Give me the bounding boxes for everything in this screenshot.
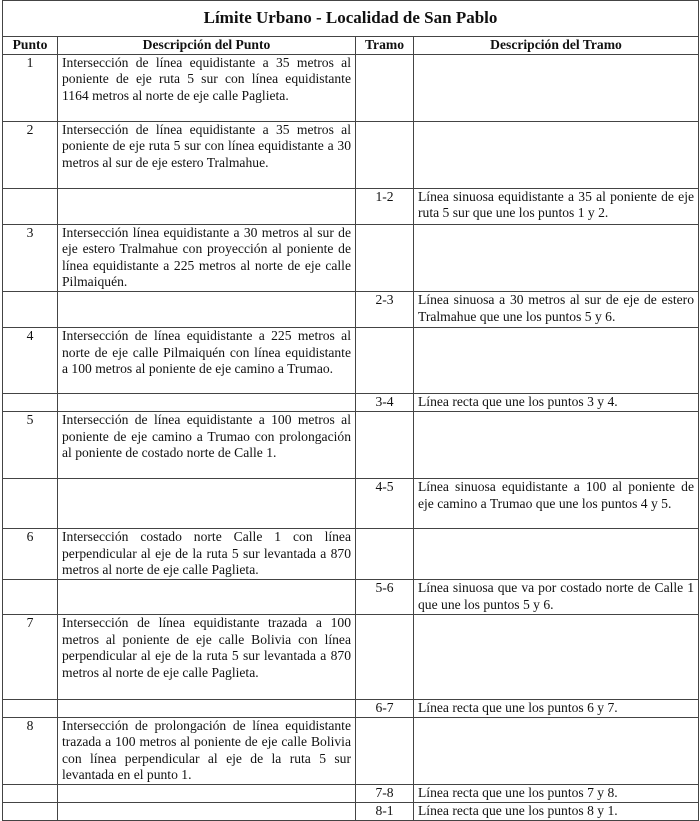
tramo-cell — [356, 327, 414, 393]
header-tramo: Tramo — [356, 37, 414, 55]
point-description-cell — [58, 188, 356, 224]
segment-description-cell: Línea recta que une los puntos 3 y 4. — [414, 393, 699, 411]
tramo-cell: 6-7 — [356, 699, 414, 717]
segment-description-cell: Línea sinuosa equidistante a 35 al poniente de eje ruta 5 sur que une los puntos 1 y 2. — [414, 188, 699, 224]
table-row — [3, 121, 699, 188]
punto-cell — [3, 802, 58, 820]
point-description-cell: Intersección de línea equidistante a 225 metros al norte de eje calle Pilmaiquén con línea equidistante a 100 metros al poniente de eje camino a Trumao. — [58, 327, 356, 393]
table-row — [3, 327, 699, 393]
tramo-cell — [356, 224, 414, 291]
header-descripcion-tramo: Descripción del Tramo — [414, 37, 699, 55]
tramo-cell — [356, 54, 414, 121]
punto-cell — [3, 478, 58, 528]
segment-description-cell: Línea sinuosa a 30 metros al sur de eje de estero Tralmahue que une los puntos 5 y 6. — [414, 291, 699, 327]
header-punto: Punto — [3, 37, 58, 55]
segment-description-cell — [414, 54, 699, 121]
table-row — [3, 478, 699, 528]
tramo-cell: 5-6 — [356, 579, 414, 614]
segment-description-cell — [414, 528, 699, 579]
tramo-cell — [356, 411, 414, 478]
point-description-cell — [58, 579, 356, 614]
tramo-cell: 7-8 — [356, 784, 414, 802]
punto-cell: 8 — [3, 717, 58, 784]
segment-description-cell: Línea sinuosa que va por costado norte de Calle 1 que une los puntos 5 y 6. — [414, 579, 699, 614]
point-description-cell — [58, 784, 356, 802]
punto-cell: 4 — [3, 327, 58, 393]
punto-cell — [3, 188, 58, 224]
point-description-cell — [58, 393, 356, 411]
point-description-cell: Intersección costado norte Calle 1 con línea perpendicular al eje de la ruta 5 sur levantada a 870 metros al norte de eje calle Paglieta. — [58, 528, 356, 579]
point-description-cell — [58, 291, 356, 327]
table-row — [3, 614, 699, 699]
segment-description-cell — [414, 327, 699, 393]
segment-description-cell: Línea recta que une los puntos 7 y 8. — [414, 784, 699, 802]
tramo-cell: 1-2 — [356, 188, 414, 224]
table-row — [3, 411, 699, 478]
point-description-cell: Intersección de línea equidistante trazada a 100 metros al poniente de eje calle Bolivia con línea perpendicular al eje de la ruta 5 sur levantada a 870 metros al norte de eje calle Paglieta. — [58, 614, 356, 699]
tramo-cell — [356, 614, 414, 699]
segment-description-cell — [414, 614, 699, 699]
punto-cell — [3, 291, 58, 327]
tramo-cell — [356, 528, 414, 579]
segment-description-cell — [414, 121, 699, 188]
tramo-cell — [356, 717, 414, 784]
segment-description-cell — [414, 411, 699, 478]
tramo-cell: 8-1 — [356, 802, 414, 820]
segment-description-cell — [414, 224, 699, 291]
punto-cell: 7 — [3, 614, 58, 699]
segment-description-cell: Línea recta que une los puntos 8 y 1. — [414, 802, 699, 820]
point-description-cell: Intersección línea equidistante a 30 metros al sur de eje estero Tralmahue con proyección al poniente de línea equidistante a 225 metros al norte de eje calle Pilmaiquén. — [58, 224, 356, 291]
punto-cell: 3 — [3, 224, 58, 291]
punto-cell: 2 — [3, 121, 58, 188]
punto-cell — [3, 784, 58, 802]
table-row — [3, 717, 699, 784]
punto-cell — [3, 699, 58, 717]
punto-cell — [3, 579, 58, 614]
punto-cell: 5 — [3, 411, 58, 478]
table-row — [3, 54, 699, 121]
boundary-table — [2, 0, 699, 821]
table-title: Límite Urbano - Localidad de San Pablo — [3, 1, 699, 37]
header-descripcion-punto: Descripción del Punto — [58, 37, 356, 55]
point-description-cell — [58, 478, 356, 528]
segment-description-cell — [414, 717, 699, 784]
tramo-cell: 3-4 — [356, 393, 414, 411]
tramo-cell: 2-3 — [356, 291, 414, 327]
punto-cell: 1 — [3, 54, 58, 121]
table-row — [3, 802, 699, 820]
point-description-cell: Intersección de línea equidistante a 35 metros al poniente de eje ruta 5 sur con línea equidistante a 30 metros al sur de eje estero Tralmahue. — [58, 121, 356, 188]
point-description-cell: Intersección de línea equidistante a 100 metros al poniente de eje camino a Trumao con prolongación al poniente de costado norte de Calle 1. — [58, 411, 356, 478]
table-body — [3, 54, 699, 820]
table-row — [3, 393, 699, 411]
table-row — [3, 699, 699, 717]
point-description-cell — [58, 802, 356, 820]
point-description-cell — [58, 699, 356, 717]
segment-description-cell: Línea sinuosa equidistante a 100 al poniente de eje camino a Trumao que une los puntos 4 y 5. — [414, 478, 699, 528]
tramo-cell — [356, 121, 414, 188]
table-row — [3, 224, 699, 291]
point-description-cell: Intersección de prolongación de línea equidistante trazada a 100 metros al poniente de eje calle Bolivia con línea perpendicular al eje de la ruta 5 sur levantada en el punto 1. — [58, 717, 356, 784]
table-row — [3, 291, 699, 327]
punto-cell: 6 — [3, 528, 58, 579]
segment-description-cell: Línea recta que une los puntos 6 y 7. — [414, 699, 699, 717]
table-row — [3, 579, 699, 614]
table-row — [3, 188, 699, 224]
table-row — [3, 528, 699, 579]
tramo-cell: 4-5 — [356, 478, 414, 528]
table-row — [3, 784, 699, 802]
punto-cell — [3, 393, 58, 411]
point-description-cell: Intersección de línea equidistante a 35 metros al poniente de eje ruta 5 sur con línea equidistante 1164 metros al norte de eje calle Paglieta. — [58, 54, 356, 121]
